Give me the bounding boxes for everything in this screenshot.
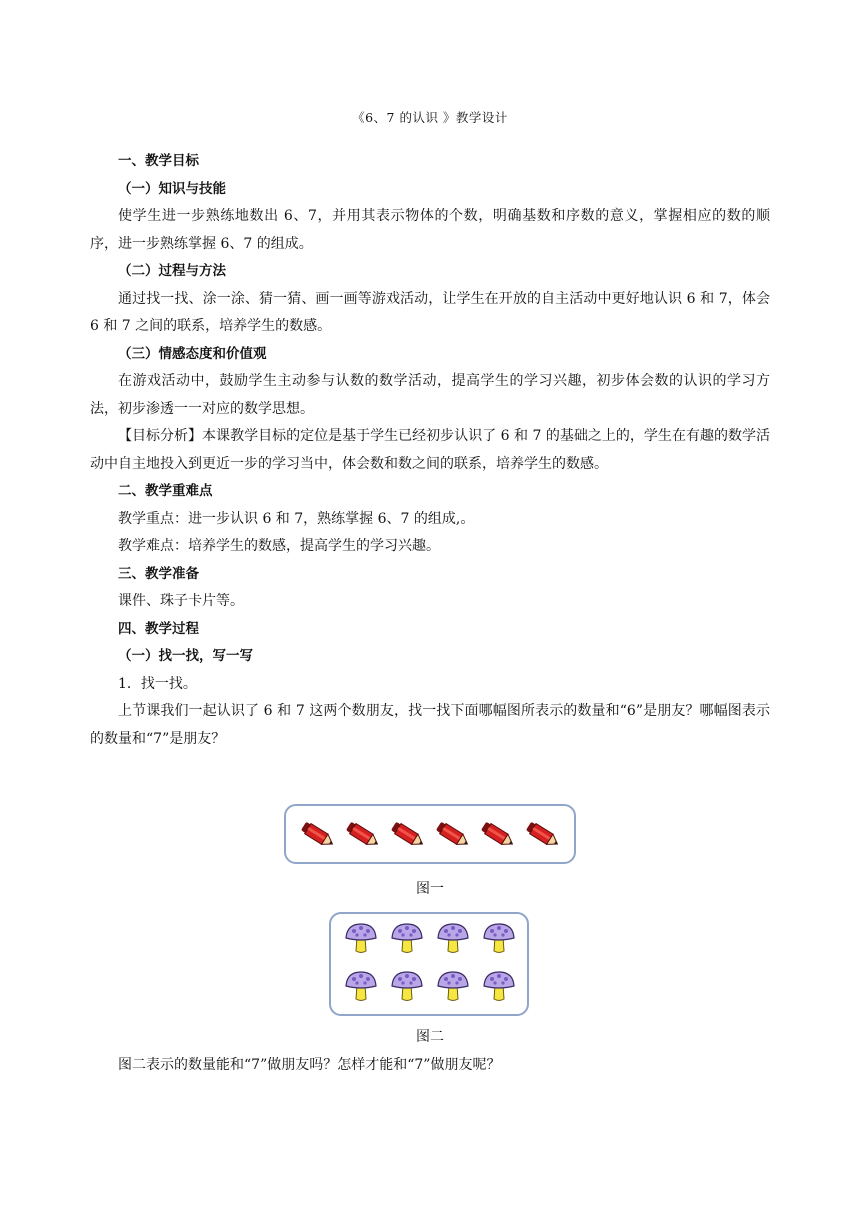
mushroom-icon (481, 968, 517, 1004)
pencil-icon (388, 818, 428, 852)
figure-two-caption: 图二 (416, 1029, 444, 1045)
subsection-heading-attitude: （三）情感态度和价值观 (118, 345, 267, 362)
section-heading-preparation: 三、教学准备 (118, 565, 199, 582)
pencil-icon (343, 818, 383, 852)
paragraph-find: 上节课我们一起认识了 6 和 7 这两个数朋友，找一找下面哪幅图所表示的数量和“6”是朋友？哪幅图表示的数量和“7”是朋友？ (90, 703, 770, 747)
list-item-find: 1．找一找。 (118, 675, 197, 692)
paragraph-final-question: 图二表示的数量能和“7”做朋友吗？怎样才能和“7”做朋友呢？ (118, 1057, 501, 1073)
mushroom-icon (435, 920, 471, 956)
pencil-icon (433, 818, 473, 852)
paragraph-attitude: 在游戏活动中，鼓励学生主动参与认数的数学活动，提高学生的学习兴趣，初步体会数的认识的学习方法，初步渗透一一对应的数学思想。 (90, 373, 770, 417)
section-heading-procedure: 四、教学过程 (118, 620, 199, 637)
closing-question (90, 1052, 770, 1080)
paragraph-analysis: 【目标分析】本课教学目标的定位是基于学生已经初步认识了 6 和 7 的基础之上的，学生在有趣的数学活动中自主地投入到更近一步的学习当中，体会数和数之间的联系，培养学生的数感。 (90, 428, 770, 472)
subsection-heading-find-write: （一）找一找，写一写 (118, 648, 253, 664)
mushroom-icon (343, 968, 379, 1004)
figure-one-caption: 图一 (416, 881, 444, 897)
mushroom-icon (389, 920, 425, 956)
figure-two-mushrooms (329, 912, 529, 1016)
paragraph-process: 通过找一找、涂一涂、猜一猜、画一画等游戏活动，让学生在开放的自主活动中更好地认识 6 和 7，体会 6 和 7 之间的联系，培养学生的数感。 (90, 290, 770, 334)
document-title: 《6、7 的认识 》教学设计 (352, 110, 508, 125)
mushroom-icon (481, 920, 517, 956)
subsection-heading-process: （二）过程与方法 (118, 263, 226, 279)
paragraph-difficult-point: 教学难点：培养学生的数感，提高学生的学习兴趣。 (118, 538, 440, 554)
mushroom-icon (343, 920, 379, 956)
mushroom-icon (389, 968, 425, 1004)
section-heading-key-points: 二、教学重难点 (118, 483, 213, 499)
section-heading-objectives: 一、教学目标 (118, 153, 199, 169)
pencil-icon (523, 818, 563, 852)
document-body (90, 148, 770, 753)
paragraph-knowledge: 使学生进一步熟练地数出 6、7，并用其表示物体的个数，明确基数和序数的意义，掌握相应的数的顺序，进一步熟练掌握 6、7 的组成。 (90, 208, 770, 252)
mushroom-icon (435, 968, 471, 1004)
pencil-icon (298, 818, 338, 852)
figure-one-pencils (284, 804, 576, 864)
paragraph-preparation: 课件、珠子卡片等。 (118, 593, 244, 609)
paragraph-key-point: 教学重点：进一步认识 6 和 7，熟练掌握 6、7 的组成,。 (118, 510, 475, 527)
pencil-icon (478, 818, 518, 852)
subsection-heading-knowledge: （一）知识与技能 (118, 180, 226, 197)
